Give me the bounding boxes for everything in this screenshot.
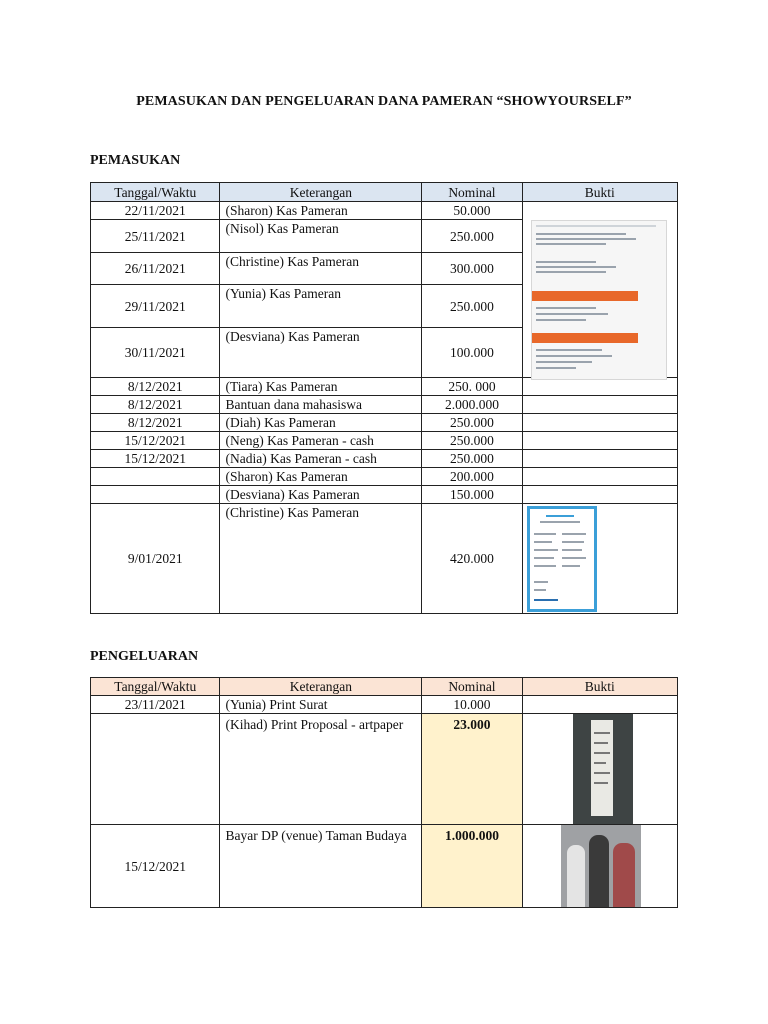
table-row [91, 714, 678, 825]
column-header-bukti: Bukti [522, 183, 677, 202]
table-row [91, 202, 678, 220]
document-title: PEMASUKAN DAN PENGELUARAN DANA PAMERAN “SHOWYOURSELF” [136, 94, 632, 109]
row-amount: 300.000 [422, 253, 522, 285]
row-amount: 250.000 [422, 285, 522, 328]
row-amount: 50.000 [422, 202, 522, 220]
row-date: 15/12/2021 [91, 825, 220, 908]
row-proof [522, 696, 677, 714]
venue-payment-photo [561, 825, 641, 907]
row-amount: 250. 000 [422, 378, 522, 396]
row-date [91, 486, 220, 504]
row-amount: 10.000 [422, 696, 522, 714]
row-description: (Sharon) Kas Pameran [220, 468, 422, 486]
row-description: (Neng) Kas Pameran - cash [220, 432, 422, 450]
row-description: Bayar DP (venue) Taman Budaya [220, 825, 422, 908]
row-amount: 23.000 [422, 714, 522, 825]
row-proof [522, 468, 677, 486]
row-description: (Desviana) Kas Pameran [220, 486, 422, 504]
row-proof [522, 486, 677, 504]
printed-receipt-photo [573, 714, 633, 824]
row-amount: 150.000 [422, 486, 522, 504]
column-header-keterangan: Keterangan [220, 678, 422, 696]
table-row [91, 486, 678, 504]
row-proof [522, 202, 677, 220]
row-description: (Diah) Kas Pameran [220, 414, 422, 432]
row-amount: 2.000.000 [422, 396, 522, 414]
row-date: 29/11/2021 [91, 285, 220, 328]
row-description: (Nisol) Kas Pameran [220, 220, 422, 253]
table-row [91, 825, 678, 908]
column-header-nominal: Nominal [422, 183, 522, 202]
row-date: 30/11/2021 [91, 328, 220, 378]
table-row [91, 696, 678, 714]
row-description: (Yunia) Print Surat [220, 696, 422, 714]
person-figure [589, 835, 609, 907]
row-proof [522, 432, 677, 450]
pemasukan-heading: PEMASUKAN [90, 153, 181, 168]
row-proof [522, 450, 677, 468]
receipt-paper [591, 720, 613, 816]
row-date: 15/12/2021 [91, 450, 220, 468]
row-amount: 250.000 [422, 450, 522, 468]
row-amount: 420.000 [422, 504, 522, 614]
venue-photo-cell [522, 825, 677, 908]
column-header-nominal: Nominal [422, 678, 522, 696]
row-description: (Sharon) Kas Pameran [220, 202, 422, 220]
row-description: (Christine) Kas Pameran [220, 504, 422, 614]
row-date: 8/12/2021 [91, 378, 220, 396]
row-date: 8/12/2021 [91, 414, 220, 432]
transfer-receipt-image [531, 220, 667, 380]
row-proof [522, 414, 677, 432]
row-description: (Christine) Kas Pameran [220, 253, 422, 285]
row-description: (Yunia) Kas Pameran [220, 285, 422, 328]
row-amount: 100.000 [422, 328, 522, 378]
table-row [91, 414, 678, 432]
row-description: (Desviana) Kas Pameran [220, 328, 422, 378]
row-proof [522, 396, 677, 414]
mobile-receipt-cell [522, 504, 677, 614]
table-row [91, 378, 678, 396]
transfer-receipt-cell [522, 220, 677, 378]
row-amount: 200.000 [422, 468, 522, 486]
pengeluaran-table [90, 677, 678, 908]
table-row [91, 504, 678, 614]
column-header-keterangan: Keterangan [220, 183, 422, 202]
table-row [91, 220, 678, 253]
row-amount: 1.000.000 [422, 825, 522, 908]
row-amount: 250.000 [422, 220, 522, 253]
person-figure [613, 843, 635, 907]
person-figure [567, 845, 585, 907]
row-amount: 250.000 [422, 414, 522, 432]
row-date [91, 714, 220, 825]
column-header-tanggal: Tanggal/Waktu [91, 183, 220, 202]
column-header-bukti: Bukti [522, 678, 677, 696]
mobile-receipt-image [527, 506, 597, 612]
column-header-tanggal: Tanggal/Waktu [91, 678, 220, 696]
row-proof [522, 378, 677, 396]
row-date: 26/11/2021 [91, 253, 220, 285]
row-date: 22/11/2021 [91, 202, 220, 220]
row-date: 8/12/2021 [91, 396, 220, 414]
row-description: (Tiara) Kas Pameran [220, 378, 422, 396]
table-row [91, 468, 678, 486]
table-row [91, 396, 678, 414]
pengeluaran-heading: PENGELUARAN [90, 649, 199, 664]
pemasukan-table [90, 182, 678, 614]
row-date: 23/11/2021 [91, 696, 220, 714]
table-row [91, 432, 678, 450]
row-amount: 250.000 [422, 432, 522, 450]
row-date: 15/12/2021 [91, 432, 220, 450]
receipt-photo-cell [522, 714, 677, 825]
row-date [91, 468, 220, 486]
row-description: (Kihad) Print Proposal - artpaper [220, 714, 422, 825]
row-date: 25/11/2021 [91, 220, 220, 253]
row-description: (Nadia) Kas Pameran - cash [220, 450, 422, 468]
row-description: Bantuan dana mahasiswa [220, 396, 422, 414]
table-row [91, 450, 678, 468]
row-date: 9/01/2021 [91, 504, 220, 614]
